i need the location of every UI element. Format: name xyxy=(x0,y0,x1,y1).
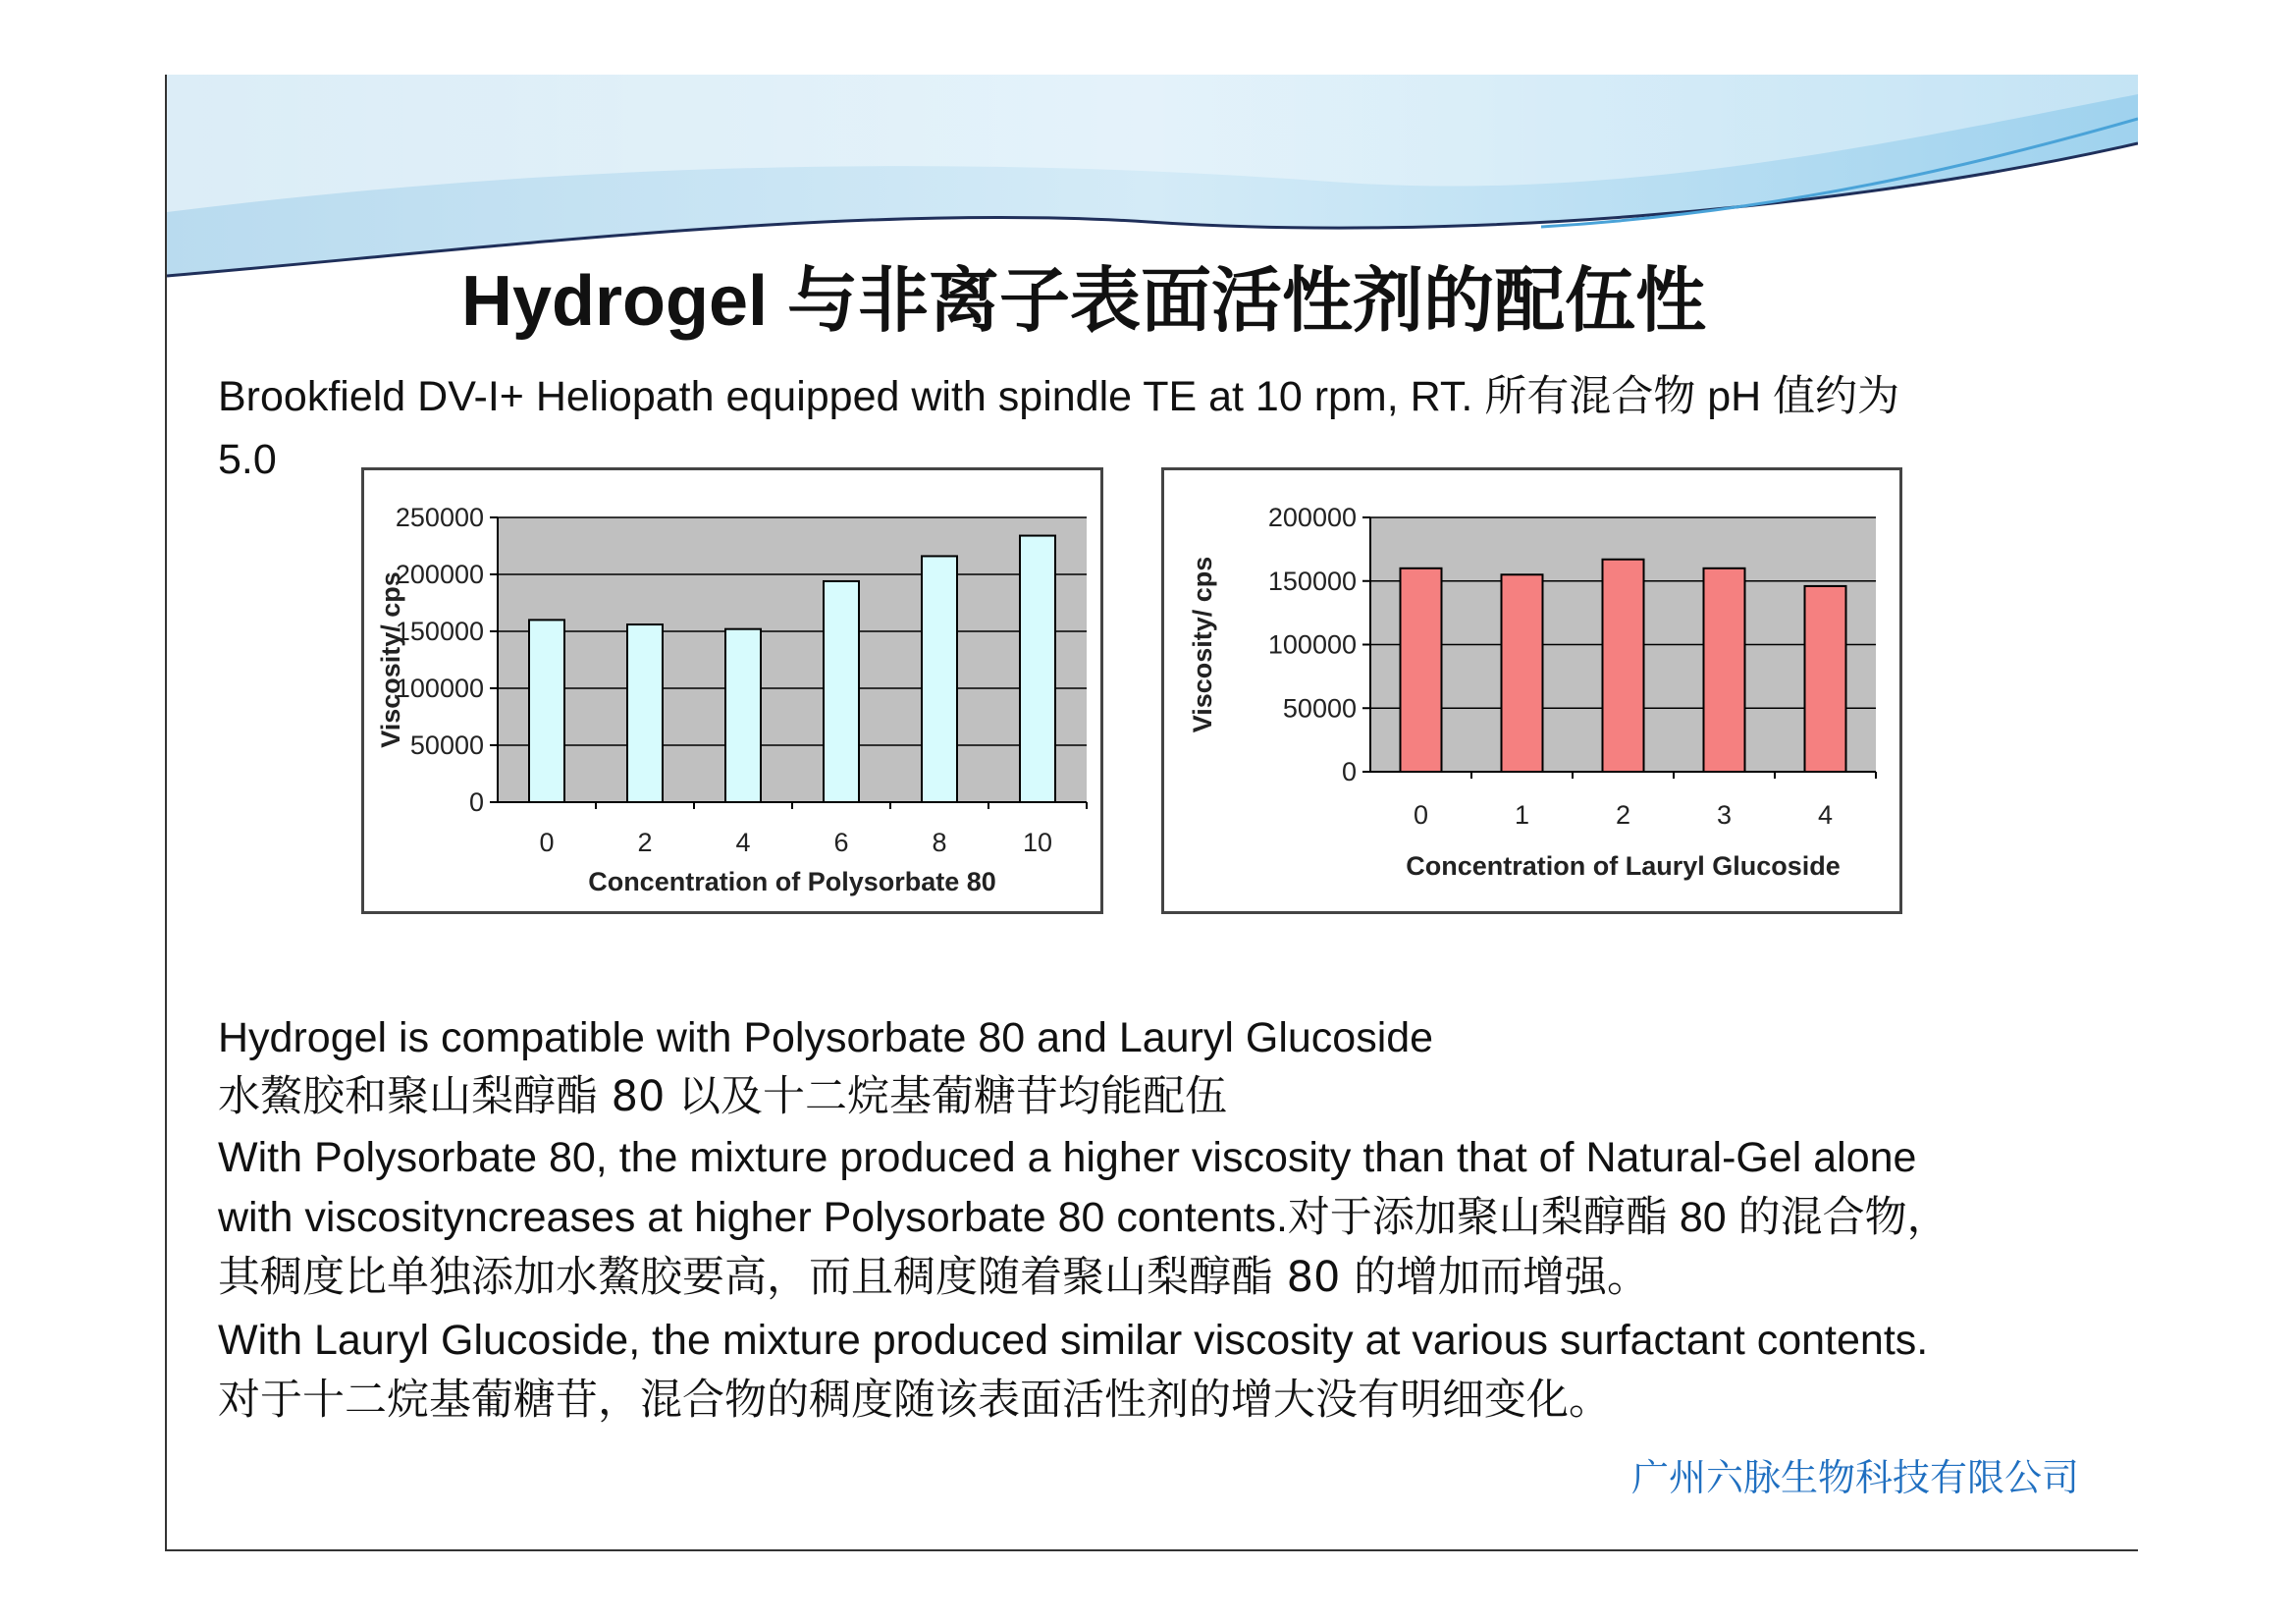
x-axis-title: Concentration of Lauryl Glucoside xyxy=(1406,851,1841,881)
y-tick-label: 50000 xyxy=(1282,693,1357,724)
y-tick-label: 200000 xyxy=(395,560,484,589)
y-tick-label: 150000 xyxy=(1267,566,1357,596)
x-tick-label: 2 xyxy=(637,828,653,857)
x-tick-label: 10 xyxy=(1022,828,1053,857)
x-tick-label: 4 xyxy=(735,828,751,857)
x-tick-label: 6 xyxy=(833,828,849,857)
bar-poly-10 xyxy=(1020,536,1055,802)
y-tick-label: 100000 xyxy=(1267,629,1357,660)
body-line-7: 对于十二烷基葡糖苷，混合物的稠度随该表面活性剂的增大没有明细变化。 xyxy=(218,1376,1611,1425)
chart-lauryl-glucoside xyxy=(1161,467,1902,914)
x-tick-label: 3 xyxy=(1716,800,1733,830)
body-line-5: 其稠度比单独添加水鰲胶要高，而且稠度随着聚山梨醇酯 80 的增加而增强。 xyxy=(218,1253,1650,1302)
bar-lauryl-3 xyxy=(1704,568,1745,772)
chart-polysorbate-80 xyxy=(361,467,1103,914)
body-line-4: with viscosityncreases at higher Polysorbate 80 contents.对于添加聚山梨醇酯 80 的混合物， xyxy=(218,1194,1949,1241)
bar-lauryl-2 xyxy=(1603,560,1644,772)
x-tick-label: 1 xyxy=(1514,800,1530,830)
y-tick-label: 150000 xyxy=(395,617,484,646)
plot-area xyxy=(498,517,1087,802)
company-footer: 广州六脉生物科技有限公司 xyxy=(1631,1458,2080,1499)
y-tick-label: 50000 xyxy=(409,730,484,760)
bar-poly-2 xyxy=(627,624,663,802)
page-title: Hydrogel 与非离子表面活性剂的配伍性 xyxy=(461,262,1707,341)
y-tick-label: 250000 xyxy=(395,503,484,532)
bar-lauryl-0 xyxy=(1401,568,1442,772)
y-axis-title: Viscosity/ cps xyxy=(1188,556,1217,733)
x-tick-label: 0 xyxy=(539,828,555,857)
x-axis-title: Concentration of Polysorbate 80 xyxy=(588,867,996,896)
body-line-6: With Lauryl Glucoside, the mixture produced similar viscosity at various surfactant contents. xyxy=(218,1317,1929,1364)
bar-poly-8 xyxy=(922,556,957,802)
chart-lauryl-glucoside-svg xyxy=(1164,470,1899,911)
bar-poly-4 xyxy=(725,629,761,802)
bar-lauryl-1 xyxy=(1502,574,1543,772)
x-tick-label: 8 xyxy=(932,828,947,857)
bar-lauryl-4 xyxy=(1805,586,1846,772)
bar-poly-6 xyxy=(824,581,859,802)
chart-polysorbate-80-svg xyxy=(364,470,1100,911)
subtitle-line-1: Brookfield DV-I+ Heliopath equipped with spindle TE at 10 rpm, RT. 所有混合物 pH 值约为 xyxy=(218,373,1900,420)
x-tick-label: 2 xyxy=(1615,800,1631,830)
x-tick-label: 0 xyxy=(1413,800,1429,830)
y-tick-label: 200000 xyxy=(1267,503,1357,532)
bar-poly-0 xyxy=(529,620,564,802)
body-line-1: Hydrogel is compatible with Polysorbate 80 and Lauryl Glucoside xyxy=(218,1014,1434,1061)
y-tick-label: 0 xyxy=(468,787,484,817)
y-tick-label: 0 xyxy=(1341,757,1357,786)
x-tick-label: 4 xyxy=(1817,800,1834,830)
subtitle-line-2: 5.0 xyxy=(218,436,277,483)
y-axis-title: Viscosity/ cps xyxy=(376,571,405,748)
body-line-2: 水鰲胶和聚山梨醇酯 80 以及十二烷基葡糖苷均能配伍 xyxy=(218,1072,1228,1121)
body-line-3: With Polysorbate 80, the mixture produced a higher viscosity than that of Natural-Gel alone xyxy=(218,1134,1917,1181)
y-tick-label: 100000 xyxy=(395,674,484,703)
